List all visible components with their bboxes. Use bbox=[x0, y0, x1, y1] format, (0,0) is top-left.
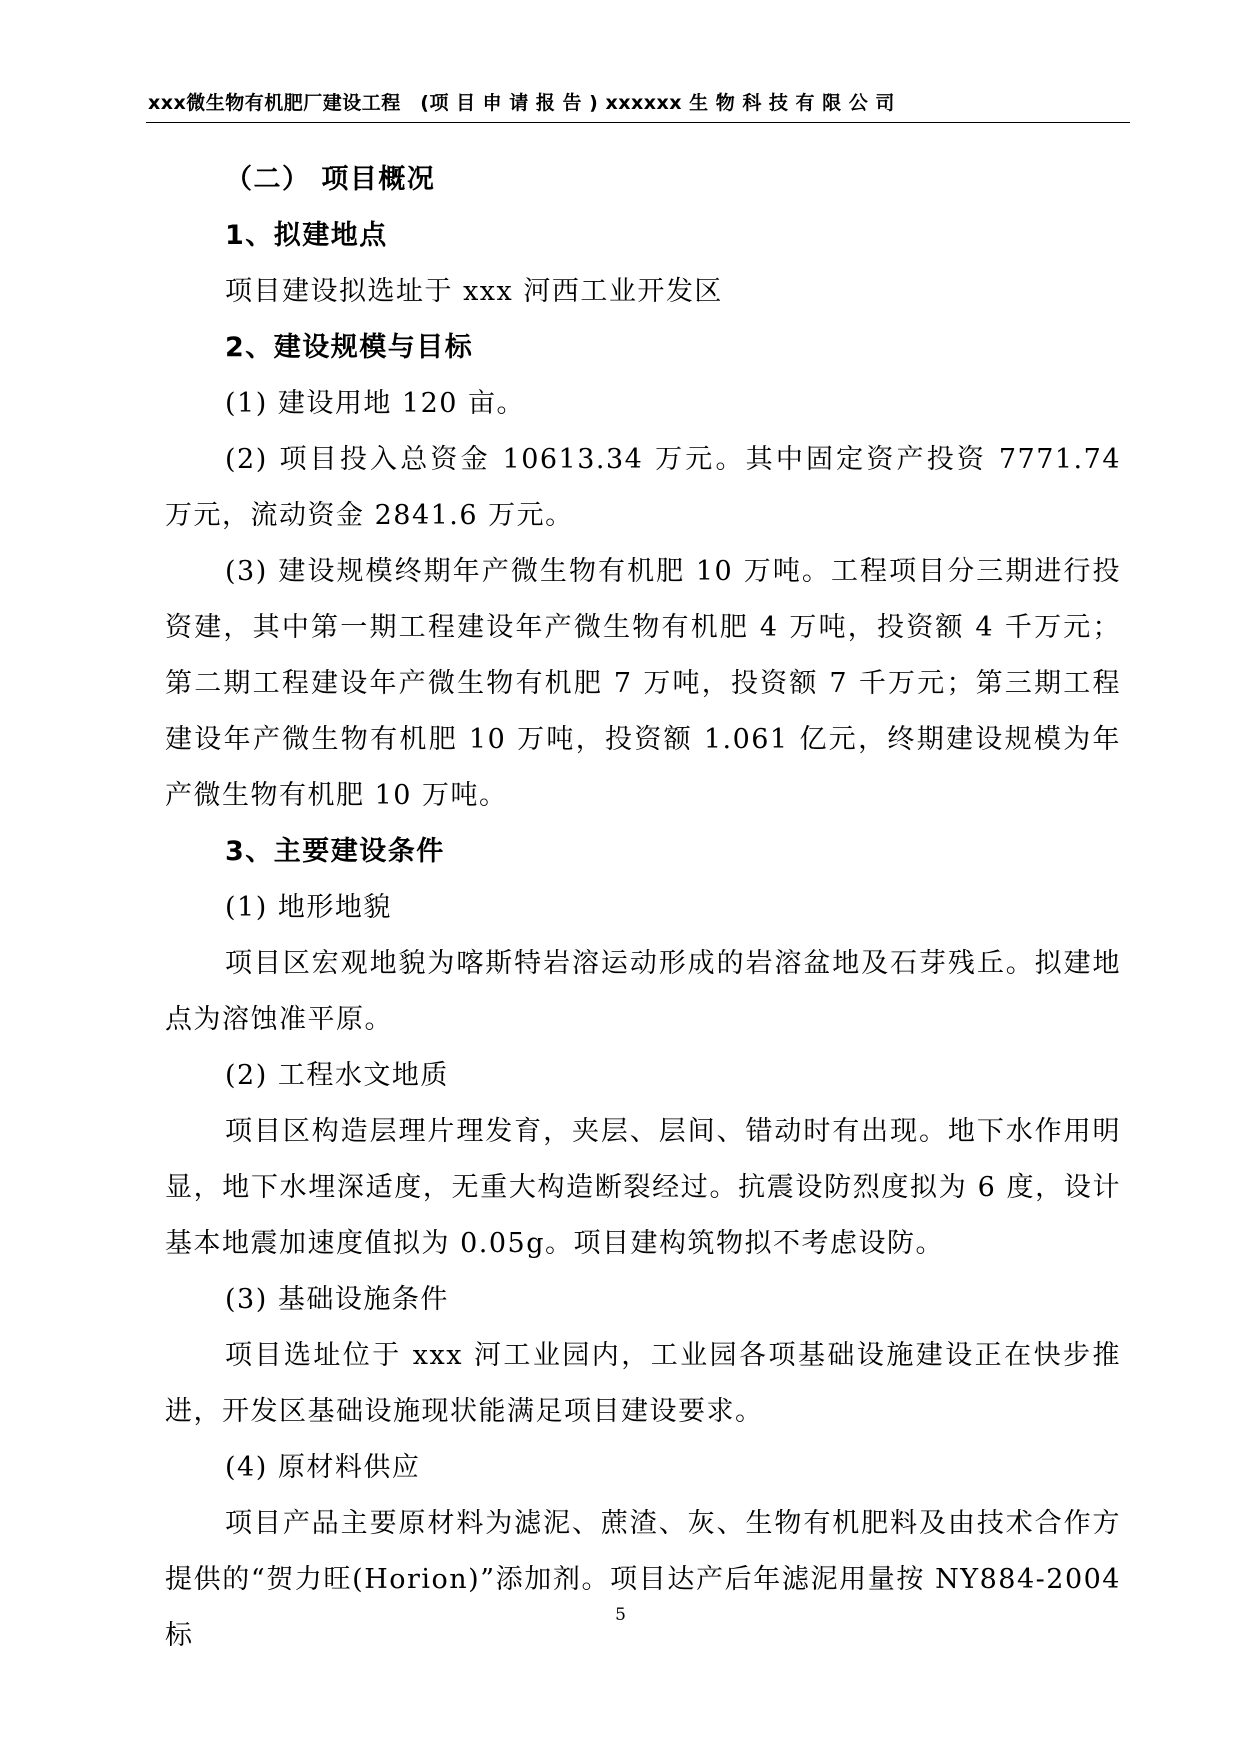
paragraph: (2) 项目投入总资金 10613.34 万元。其中固定资产投资 7771.74 万元，流动资金 2841.6 万元。 bbox=[165, 444, 1121, 531]
paragraph: 项目建设拟选址于 xxx 河西工业开发区 bbox=[225, 276, 723, 307]
subsection-heading: 1、拟建地点 bbox=[225, 220, 388, 251]
paragraph: 项目区构造层理片理发育，夹层、层间、错动时有出现。地下水作用明显，地下水埋深适度，无重大构造断裂经过。抗震设防烈度拟为 6 度，设计基本地震加速度值拟为 0.05g。项目建构筑物拟不考虑设防。 bbox=[165, 1116, 1121, 1259]
paragraph: (3) 建设规模终期年产微生物有机肥 10 万吨。工程项目分三期进行投资建，其中第一期工程建设年产微生物有机肥 4 万吨，投资额 4 千万元；第二期工程建设年产微生物有机肥 7 万吨，投资额 7 千万元；第三期工程建设年产微生物有机肥 10 万吨，投资额 1.061 亿元，终期建设规模为年产微生物有机肥 10 万吨。 bbox=[165, 556, 1121, 811]
paragraph: (3) 基础设施条件 bbox=[225, 1284, 449, 1315]
page-header: xxx微生物有机肥厂建设工程 (项 目 申 请 报 告 ) xxxxxx 生 物 科 技 有 限 公 司 bbox=[148, 92, 895, 114]
paragraph: 项目区宏观地貌为喀斯特岩溶运动形成的岩溶盆地及石芽残丘。拟建地点为溶蚀准平原。 bbox=[165, 948, 1121, 1035]
subsection-heading: 2、建设规模与目标 bbox=[225, 332, 474, 363]
document-body bbox=[165, 152, 1121, 1664]
subsection-heading: 3、主要建设条件 bbox=[225, 836, 445, 867]
header-divider bbox=[146, 122, 1130, 123]
paragraph: (1) 地形地貌 bbox=[225, 892, 392, 923]
paragraph: 项目产品主要原材料为滤泥、蔗渣、灰、生物有机肥料及由技术合作方提供的“贺力旺(Horion)”添加剂。项目达产后年滤泥用量按 NY884-2004 标 bbox=[165, 1508, 1121, 1651]
paragraph: (1) 建设用地 120 亩。 bbox=[225, 388, 526, 419]
paragraph: 项目选址位于 xxx 河工业园内，工业园各项基础设施建设正在快步推进，开发区基础设施现状能满足项目建设要求。 bbox=[165, 1340, 1121, 1427]
paragraph: (4) 原材料供应 bbox=[225, 1452, 421, 1483]
section-title: （二） 项目概况 bbox=[225, 164, 436, 195]
page-number: 5 bbox=[615, 1605, 626, 1625]
paragraph: (2) 工程水文地质 bbox=[225, 1060, 449, 1091]
